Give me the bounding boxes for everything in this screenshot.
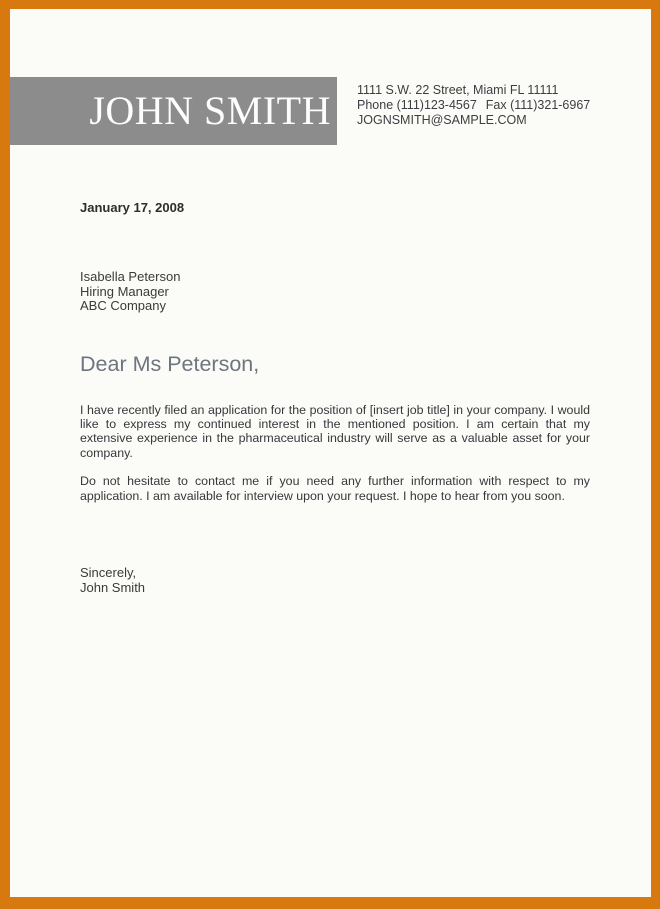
letterhead-name-bar [10,77,337,145]
letterhead-name: JOHN SMITH [89,88,331,133]
letterhead-email: JOGNSMITH@SAMPLE.COM [357,113,527,127]
letter-body [80,200,590,595]
letterhead-phone: Phone (111)123-4567 [357,98,477,112]
letterhead-fax: Fax (111)321-6967 [485,98,591,112]
closing-block [80,565,590,595]
salutation: Dear Ms Peterson, [80,351,260,376]
letter-date: January 17, 2008 [80,200,185,215]
recipient-company: ABC Company [80,298,166,313]
recipient-block [80,270,590,314]
letterhead-phone-fax [357,98,590,113]
recipient-title: Hiring Manager [80,283,169,299]
letter-page [10,9,651,897]
signature-name: John Smith [80,579,146,595]
closing-word: Sincerely, [80,564,137,580]
paragraph-2: Do not hesitate to contact me if you need any further information with respect to my application. I am available for interview upon your request. I hope to hear from you soon. [80,474,590,503]
letterhead-contact-block [357,77,590,128]
paragraph-1: I have recently filed an application for the position of [insert job title] in your company. I would like to express my continued interest in the mentioned position. I am certain that my extensive experience in the pharmaceutical industry will serve as a valuable asset for your company. [80,402,590,460]
recipient-name: Isabella Peterson [80,269,181,284]
letterhead-address: 1111 S.W. 22 Street, Miami FL 11111 [357,83,559,97]
letterhead [10,77,651,145]
